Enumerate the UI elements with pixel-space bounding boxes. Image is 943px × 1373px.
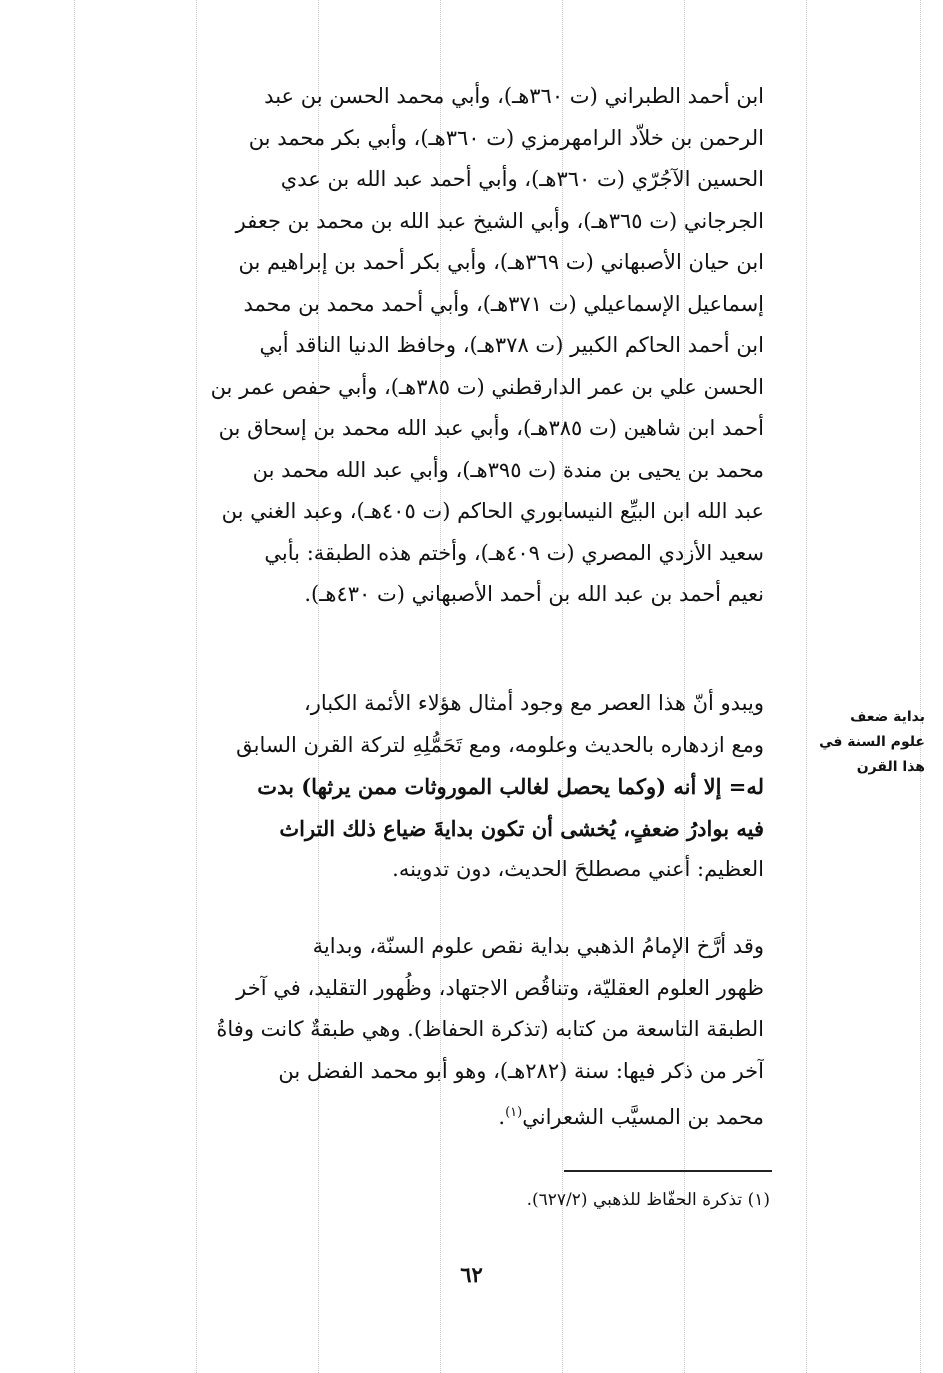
scan-guide-line bbox=[806, 0, 807, 1373]
footnote-marker: (١) bbox=[747, 1190, 770, 1210]
text-line: عبد الله ابن البيِّع النيسابوري الحاكم (ت ٤٠٥هـ)، وعبد الغني بن bbox=[221, 499, 764, 523]
text-line: ظهور العلوم العقليّة، وتناقُص الاجتهاد، وظُهور التقليد، في آخر bbox=[236, 975, 764, 1000]
page-number: ٦٢ bbox=[460, 1262, 483, 1287]
text-line: ابن حيان الأصبهاني (ت ٣٦٩هـ)، وأبي بكر أحمد بن إبراهيم بن bbox=[238, 250, 764, 274]
paragraph-dhahabi-dating bbox=[112, 926, 764, 1134]
text-line: أحمد ابن شاهين (ت ٣٨٥هـ)، وأبي عبد الله محمد بن إسحاق بن bbox=[218, 416, 764, 440]
text-line: سعيد الأزدي المصري (ت ٤٠٩هـ)، وأختم هذه الطبقة: بأبي bbox=[264, 540, 764, 565]
scan-guide-line bbox=[74, 0, 75, 1373]
text-line: ويبدو أنّ هذا العصر مع وجود أمثال هؤلاء الأئمة الكبار، bbox=[303, 691, 764, 715]
scan-guide-line bbox=[920, 0, 921, 1373]
paragraph-weakness-beginning bbox=[112, 683, 764, 891]
text-line: آخر من ذكر فيها: سنة (٢٨٢هـ)، وهو أبو محمد الفضل بن bbox=[278, 1058, 764, 1083]
text-line: ومع ازدهاره بالحديث وعلومه، ومع تَحَمُّلِهِ لتركة القرن السابق bbox=[236, 732, 764, 757]
text-line: ابن أحمد الطبراني (ت ٣٦٠هـ)، وأبي محمد الحسن بن عبد bbox=[264, 84, 764, 108]
footnote bbox=[300, 1185, 770, 1215]
text-line: العظيم: أعني مصطلحَ الحديث، دون تدوينه. bbox=[392, 857, 764, 881]
margin-note-line: بداية ضعف bbox=[850, 709, 925, 725]
text-line-body: محمد بن المسيَّب الشعراني bbox=[522, 1105, 764, 1129]
text-line bbox=[112, 1092, 764, 1134]
margin-note-line: هذا القرن bbox=[856, 759, 925, 775]
text-line: الحسين الآجُرّي (ت ٣٦٠هـ)، وأبي أحمد عبد الله بن عدي bbox=[280, 167, 764, 191]
text-line: الرحمن بن خلاّد الرامهرمزي (ت ٣٦٠هـ)، وأبي بكر محمد بن bbox=[248, 125, 764, 150]
text-line: الجرجاني (ت ٣٦٥هـ)، وأبي الشيخ عبد الله بن محمد بن جعفر bbox=[235, 208, 764, 233]
text-line: له= إلا أنه (وكما يحصل لغالب الموروثات ممن يرثها) بدت bbox=[257, 774, 764, 799]
footnote-reference[interactable]: (١) bbox=[505, 1105, 523, 1120]
text-line: نعيم أحمد بن عبد الله بن أحمد الأصبهاني (ت ٤٣٠هـ). bbox=[304, 582, 764, 606]
sentence-end: . bbox=[498, 1105, 506, 1129]
text-line: فيه بوادرُ ضعفٍ، يُخشى أن تكون بدايةَ ضياع ذلك التراث bbox=[279, 815, 764, 841]
text-line: إسماعيل الإسماعيلي (ت ٣٧١هـ)، وأبي أحمد محمد بن محمد bbox=[243, 291, 764, 316]
margin-note bbox=[805, 705, 925, 780]
text-line: وقد أرَّخ الإمامُ الذهبي بداية نقص علوم السنّة، وبداية bbox=[312, 934, 764, 958]
paragraph-scholars-list bbox=[112, 76, 764, 616]
footnote-text: تذكرة الحفّاظ للذهبي (٦٢٧/٢). bbox=[526, 1190, 743, 1210]
margin-note-line: علوم السنة في bbox=[819, 734, 925, 750]
text-line: الطبقة التاسعة من كتابه (تذكرة الحفاظ). وهي طبقةٌ كانت وفاةُ bbox=[216, 1017, 764, 1041]
text-line: الحسن علي بن عمر الدارقطني (ت ٣٨٥هـ)، وأبي حفص عمر بن bbox=[210, 374, 764, 399]
text-line: محمد بن يحيى بن مندة (ت ٣٩٥هـ)، وأبي عبد الله محمد بن bbox=[252, 457, 764, 482]
footnote-separator bbox=[564, 1170, 772, 1172]
text-line: ابن أحمد الحاكم الكبير (ت ٣٧٨هـ)، وحافظ الدنيا الناقد أبي bbox=[259, 333, 764, 357]
